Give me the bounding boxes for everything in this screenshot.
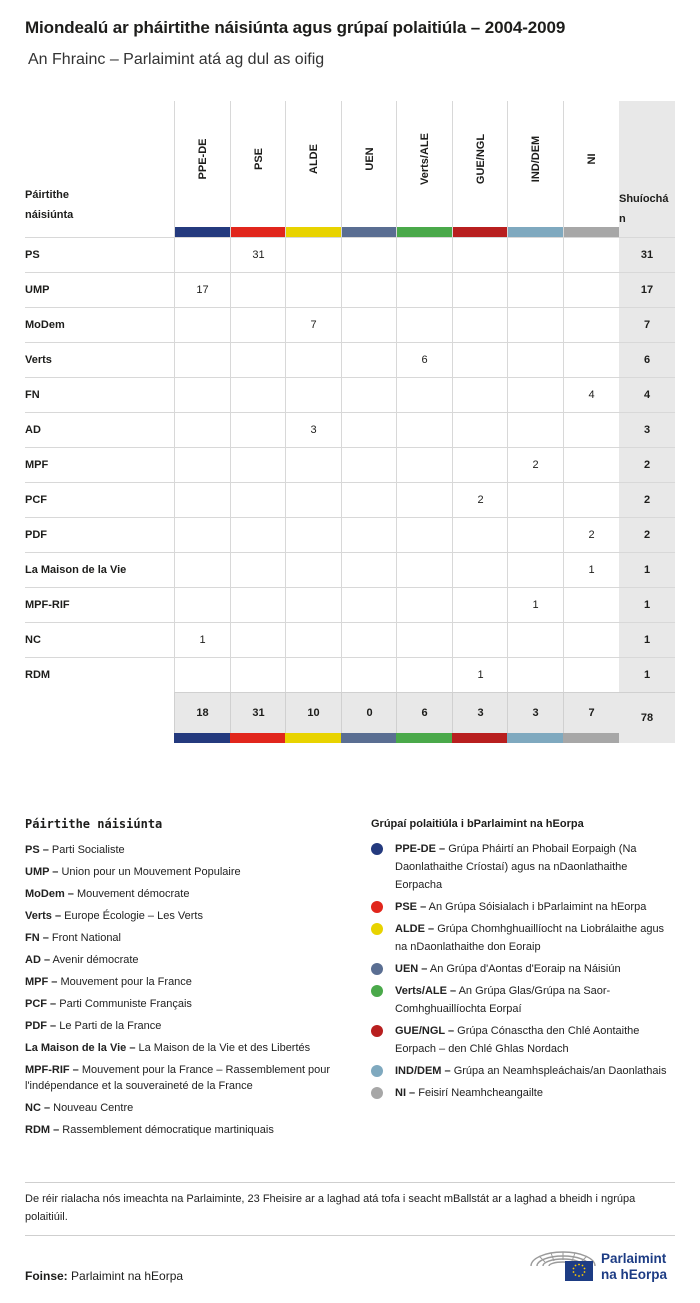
seat-cell (230, 273, 286, 308)
seat-cell (341, 343, 397, 378)
party-abbr: NC – (25, 1102, 51, 1114)
seat-cell (507, 378, 563, 413)
seat-cell (341, 238, 397, 273)
column-total: 3 (452, 692, 508, 733)
source-value: Parlaimint na hEorpa (71, 1269, 184, 1283)
seat-cell: 3 (285, 413, 341, 448)
seat-cell (563, 483, 619, 518)
table-row (25, 587, 675, 622)
column-header (230, 101, 286, 237)
seat-cell (174, 378, 230, 413)
seat-cell (452, 623, 508, 658)
table-row (25, 237, 675, 272)
party-fullname: Nouveau Centre (53, 1102, 134, 1114)
row-total: 1 (619, 553, 675, 588)
party-name: RDM (25, 669, 51, 681)
seat-cell (341, 378, 397, 413)
party-name: PCF (25, 494, 47, 506)
group-abbr: Verts/ALE – (395, 985, 457, 997)
seat-cell (285, 273, 341, 308)
seat-cell (174, 553, 230, 588)
party-legend-item (25, 996, 355, 1012)
seat-cell (563, 623, 619, 658)
table-row (25, 552, 675, 587)
seat-cell (285, 553, 341, 588)
seat-cell (285, 448, 341, 483)
group-fullname: An Grúpa d'Aontas d'Eoraip na Náisiún (429, 963, 621, 975)
seat-cell (285, 238, 341, 273)
group-color-dot (371, 963, 383, 975)
row-total: 1 (619, 623, 675, 658)
seat-cell (341, 483, 397, 518)
seats-label: Shuíochán (619, 193, 669, 225)
party-legend-item (25, 1122, 355, 1138)
group-color-dot (371, 1065, 383, 1077)
party-abbr: MoDem – (25, 888, 74, 900)
party-abbr: MPF – (25, 976, 58, 988)
group-legend-item (371, 920, 671, 956)
group-color-bar (285, 733, 341, 743)
page-subtitle: An Fhrainc – Parlaimint atá ag dul as oifig (28, 51, 325, 68)
party-fullname: Mouvement pour la France (60, 976, 192, 988)
seat-cell (396, 553, 452, 588)
seat-cell (452, 588, 508, 623)
seat-cell (563, 413, 619, 448)
seat-cell (285, 658, 341, 693)
party-fullname: Parti Socialiste (51, 844, 125, 856)
seat-cell (341, 308, 397, 343)
table-row (25, 517, 675, 552)
party-fullname: La Maison de la Vie et des Libertés (138, 1042, 311, 1054)
seat-cell (230, 448, 286, 483)
party-name: La Maison de la Vie (25, 564, 127, 576)
table-row (25, 447, 675, 482)
seat-cell (507, 238, 563, 273)
party-abbr: AD – (25, 954, 51, 966)
seat-cell (507, 413, 563, 448)
seat-cell (230, 658, 286, 693)
column-total: 10 (285, 692, 341, 733)
seat-cell: 4 (563, 378, 619, 413)
table-row (25, 482, 675, 517)
seat-cell: 2 (507, 448, 563, 483)
seat-cell (174, 343, 230, 378)
group-color-dot (371, 1087, 383, 1099)
column-total: 18 (174, 692, 230, 733)
party-legend-item (25, 842, 355, 858)
party-name: PDF (25, 529, 47, 541)
seat-cell (341, 448, 397, 483)
group-legend-heading: Grúpaí polaitiúla i bParlaimint na hEorpa (371, 818, 584, 830)
group-legend-item (371, 840, 671, 894)
group-color-dot (371, 923, 383, 935)
column-header (174, 101, 230, 237)
party-fullname: Europe Écologie – Les Verts (64, 910, 203, 922)
group-color-bar (286, 227, 341, 237)
seat-cell (230, 553, 286, 588)
seat-cell (174, 238, 230, 273)
party-legend-item (25, 864, 355, 880)
group-label: Verts/ALE (418, 133, 431, 185)
party-name: AD (25, 424, 41, 436)
party-legend-item (25, 974, 355, 990)
source-line (25, 1269, 183, 1283)
seat-cell (230, 343, 286, 378)
seat-cell (396, 483, 452, 518)
seat-cell (452, 553, 508, 588)
row-total: 1 (619, 588, 675, 623)
column-header (341, 101, 397, 237)
group-color-bar (396, 733, 452, 743)
seat-cell (285, 483, 341, 518)
seat-cell: 1 (452, 658, 508, 693)
seat-cell (507, 553, 563, 588)
party-abbr: Verts – (25, 910, 62, 922)
column-total: 0 (341, 692, 397, 733)
seat-cell (341, 553, 397, 588)
seat-cell (285, 378, 341, 413)
group-legend-item (371, 898, 671, 916)
seat-cell (452, 518, 508, 553)
table-row (25, 412, 675, 447)
seat-cell (563, 658, 619, 693)
seat-cell (563, 308, 619, 343)
row-total: 2 (619, 483, 675, 518)
group-abbr: IND/DEM – (395, 1065, 451, 1077)
seat-cell (230, 588, 286, 623)
seat-cell (507, 518, 563, 553)
party-legend (25, 817, 355, 1144)
column-header (563, 101, 619, 237)
row-total: 7 (619, 308, 675, 343)
party-legend-item (25, 1062, 355, 1094)
seat-cell (341, 518, 397, 553)
group-color-bar (507, 733, 563, 743)
group-label: NI (585, 153, 598, 165)
party-abbr: PS – (25, 844, 49, 856)
seat-cell (230, 623, 286, 658)
seat-cell (396, 378, 452, 413)
seat-cell (230, 378, 286, 413)
party-name: PS (25, 249, 40, 261)
party-fullname: Avenir démocrate (52, 954, 139, 966)
seat-cell (396, 308, 452, 343)
row-header-label: Páirtithe náisiúnta (25, 189, 74, 221)
seat-cell (563, 273, 619, 308)
column-header (507, 101, 563, 237)
seat-cell (452, 238, 508, 273)
party-name: NC (25, 634, 41, 646)
table-row (25, 307, 675, 342)
column-header (285, 101, 341, 237)
table-row (25, 377, 675, 412)
seat-cell: 1 (174, 623, 230, 658)
seat-cell (563, 238, 619, 273)
group-fullname: Grúpa an Neamhspleáchais/an Daonlathais (453, 1065, 667, 1077)
row-total: 1 (619, 658, 675, 693)
party-abbr: MPF-RIF – (25, 1064, 79, 1076)
seat-cell (452, 308, 508, 343)
party-name: MPF (25, 459, 49, 471)
table-row (25, 622, 675, 657)
table-row (25, 272, 675, 307)
party-name: UMP (25, 284, 50, 296)
divider (25, 1182, 675, 1183)
group-label: PSE (252, 147, 265, 171)
seat-cell (507, 483, 563, 518)
seat-cell (285, 518, 341, 553)
party-name: Verts (25, 354, 52, 366)
group-fullname: Grúpa Chomhghuaillíocht na Liobrálaithe agus na nDaonlathaithe don Eoraip (395, 923, 665, 953)
footnote: De réir rialacha nós imeachta na Parlaiminte, 23 Fheisire ar a laghad atá tofa i seacht mBallstát ar a laghad a bheidh i ngrúpa polaitiúil. (25, 1193, 636, 1223)
party-legend-item (25, 1018, 355, 1034)
party-abbr: La Maison de la Vie – (25, 1042, 136, 1054)
party-abbr: PCF – (25, 998, 57, 1010)
seat-cell (507, 343, 563, 378)
group-legend-item (371, 1022, 671, 1058)
table-row (25, 657, 675, 692)
seat-cell (230, 483, 286, 518)
seat-cell (507, 273, 563, 308)
group-color-dot (371, 1025, 383, 1037)
seat-cell (285, 623, 341, 658)
logo-line-2: na hEorpa (601, 1267, 668, 1282)
table-row (25, 342, 675, 377)
seat-cell (396, 623, 452, 658)
seat-cell: 2 (563, 518, 619, 553)
group-label: PPE-DE (196, 138, 209, 180)
party-legend-item (25, 952, 355, 968)
logo-line-1: Parlaimint (601, 1251, 667, 1266)
group-abbr: PSE – (395, 901, 427, 913)
seat-cell (285, 343, 341, 378)
seat-cell (341, 413, 397, 448)
group-color-bar (342, 227, 397, 237)
row-total: 17 (619, 273, 675, 308)
group-label: GUE/NGL (474, 133, 487, 185)
seat-cell (230, 413, 286, 448)
party-name: MoDem (25, 319, 65, 331)
seat-cell (396, 273, 452, 308)
party-legend-item (25, 908, 355, 924)
row-total: 2 (619, 518, 675, 553)
seat-cell: 1 (563, 553, 619, 588)
group-abbr: ALDE – (395, 923, 435, 935)
party-abbr: FN – (25, 932, 49, 944)
party-legend-item (25, 1040, 355, 1056)
seat-cell (285, 588, 341, 623)
party-fullname: Front National (51, 932, 121, 944)
seat-cell: 17 (174, 273, 230, 308)
seats-column-header (619, 101, 675, 237)
group-fullname: Grúpa Cónasctha den Chlé Aontaithe Eorpach – den Chlé Ghlas Nordach (395, 1025, 640, 1055)
seat-cell (341, 588, 397, 623)
grand-total: 78 (619, 692, 675, 743)
group-color-bar (564, 227, 619, 237)
group-legend-item (371, 982, 671, 1018)
group-color-bar (231, 227, 286, 237)
seat-cell (396, 658, 452, 693)
seat-cell (174, 658, 230, 693)
party-fullname: Union pour un Mouvement Populaire (61, 866, 241, 878)
row-total: 2 (619, 448, 675, 483)
party-fullname: Parti Communiste Français (59, 998, 192, 1010)
seat-cell (174, 413, 230, 448)
seat-cell: 2 (452, 483, 508, 518)
group-label: ALDE (307, 144, 320, 174)
column-total: 31 (230, 692, 286, 733)
logo-text (601, 1251, 667, 1283)
group-abbr: GUE/NGL – (395, 1025, 455, 1037)
column-header (452, 101, 508, 237)
group-color-bar (397, 227, 452, 237)
seat-cell (396, 448, 452, 483)
group-fullname: An Grúpa Sóisialach i bParlaimint na hEorpa (428, 901, 647, 913)
seat-cell (507, 308, 563, 343)
row-total: 4 (619, 378, 675, 413)
group-legend-item (371, 1062, 671, 1080)
party-name: MPF-RIF (25, 599, 70, 611)
group-color-dot (371, 843, 383, 855)
row-total: 6 (619, 343, 675, 378)
seat-cell (174, 588, 230, 623)
table-body (25, 237, 675, 692)
group-color-bar (508, 227, 563, 237)
party-fullname: Rassemblement démocratique martiniquais (62, 1124, 274, 1136)
seat-cell (396, 238, 452, 273)
party-fullname: Mouvement pour la France – Rassemblement pour l'indépendance et la souveraineté de la France (25, 1064, 331, 1092)
group-color-bar (453, 227, 508, 237)
column-total: 7 (563, 692, 619, 733)
party-legend-item (25, 886, 355, 902)
seat-cell (452, 448, 508, 483)
group-fullname: An Grúpa Glas/Grúpa na Saor-Comhghuaillíochta Eorpaí (395, 985, 611, 1015)
group-abbr: NI – (395, 1087, 416, 1099)
seat-cell (230, 518, 286, 553)
party-abbr: RDM – (25, 1124, 60, 1136)
group-color-bar (175, 227, 230, 237)
group-legend-item (371, 960, 671, 978)
group-legend-item (371, 1084, 671, 1102)
seat-cell (452, 378, 508, 413)
party-fullname: Mouvement démocrate (76, 888, 190, 900)
party-fullname: Le Parti de la France (59, 1020, 162, 1032)
seat-cell (452, 413, 508, 448)
group-color-bar (174, 733, 230, 743)
divider (25, 1235, 675, 1236)
seat-cell: 1 (507, 588, 563, 623)
seat-cell: 31 (230, 238, 286, 273)
row-total: 31 (619, 238, 675, 273)
group-color-bar (230, 733, 286, 743)
seat-cell (174, 518, 230, 553)
group-color-bar (452, 733, 508, 743)
column-total: 6 (396, 692, 452, 733)
party-legend-item (25, 1100, 355, 1116)
column-total: 3 (507, 692, 563, 733)
group-color-dot (371, 985, 383, 997)
seat-cell: 6 (396, 343, 452, 378)
group-legend (371, 818, 671, 1106)
seat-cell (174, 483, 230, 518)
seat-cell (230, 308, 286, 343)
row-total: 3 (619, 413, 675, 448)
seat-cell: 7 (285, 308, 341, 343)
party-abbr: PDF – (25, 1020, 57, 1032)
seat-cell (341, 623, 397, 658)
seat-cell (563, 343, 619, 378)
group-color-bar (563, 733, 619, 743)
source-label: Foinse: (25, 1269, 68, 1283)
seat-cell (452, 343, 508, 378)
party-abbr: UMP – (25, 866, 59, 878)
group-fullname: Grúpa Pháirtí an Phobail Eorpaigh (Na Daonlathaithe Críostaí) agus na nDaonlathaithe Eorpacha (395, 843, 637, 891)
seat-cell (396, 413, 452, 448)
seat-cell (341, 273, 397, 308)
group-label: UEN (363, 147, 376, 171)
seat-cell (174, 308, 230, 343)
seat-cell (563, 448, 619, 483)
seat-cell (507, 658, 563, 693)
group-abbr: UEN – (395, 963, 428, 975)
totals-row (25, 692, 675, 743)
group-color-dot (371, 901, 383, 913)
page-title: Miondealú ar pháirtithe náisiúnta agus grúpaí polaitiúla – 2004-2009 (25, 18, 566, 37)
party-legend-heading: Páirtithe náisiúnta (25, 817, 163, 831)
group-abbr: PPE-DE – (395, 843, 446, 855)
group-label: IND/DEM (529, 135, 542, 183)
seat-cell (174, 448, 230, 483)
column-header (396, 101, 452, 237)
seat-cell (396, 588, 452, 623)
seat-cell (507, 623, 563, 658)
group-color-bar (341, 733, 397, 743)
seat-cell (563, 588, 619, 623)
seat-cell (396, 518, 452, 553)
group-fullname: Feisirí Neamhcheangailte (418, 1087, 543, 1099)
seat-cell (341, 658, 397, 693)
party-name: FN (25, 389, 40, 401)
seat-cell (452, 273, 508, 308)
party-legend-item (25, 930, 355, 946)
